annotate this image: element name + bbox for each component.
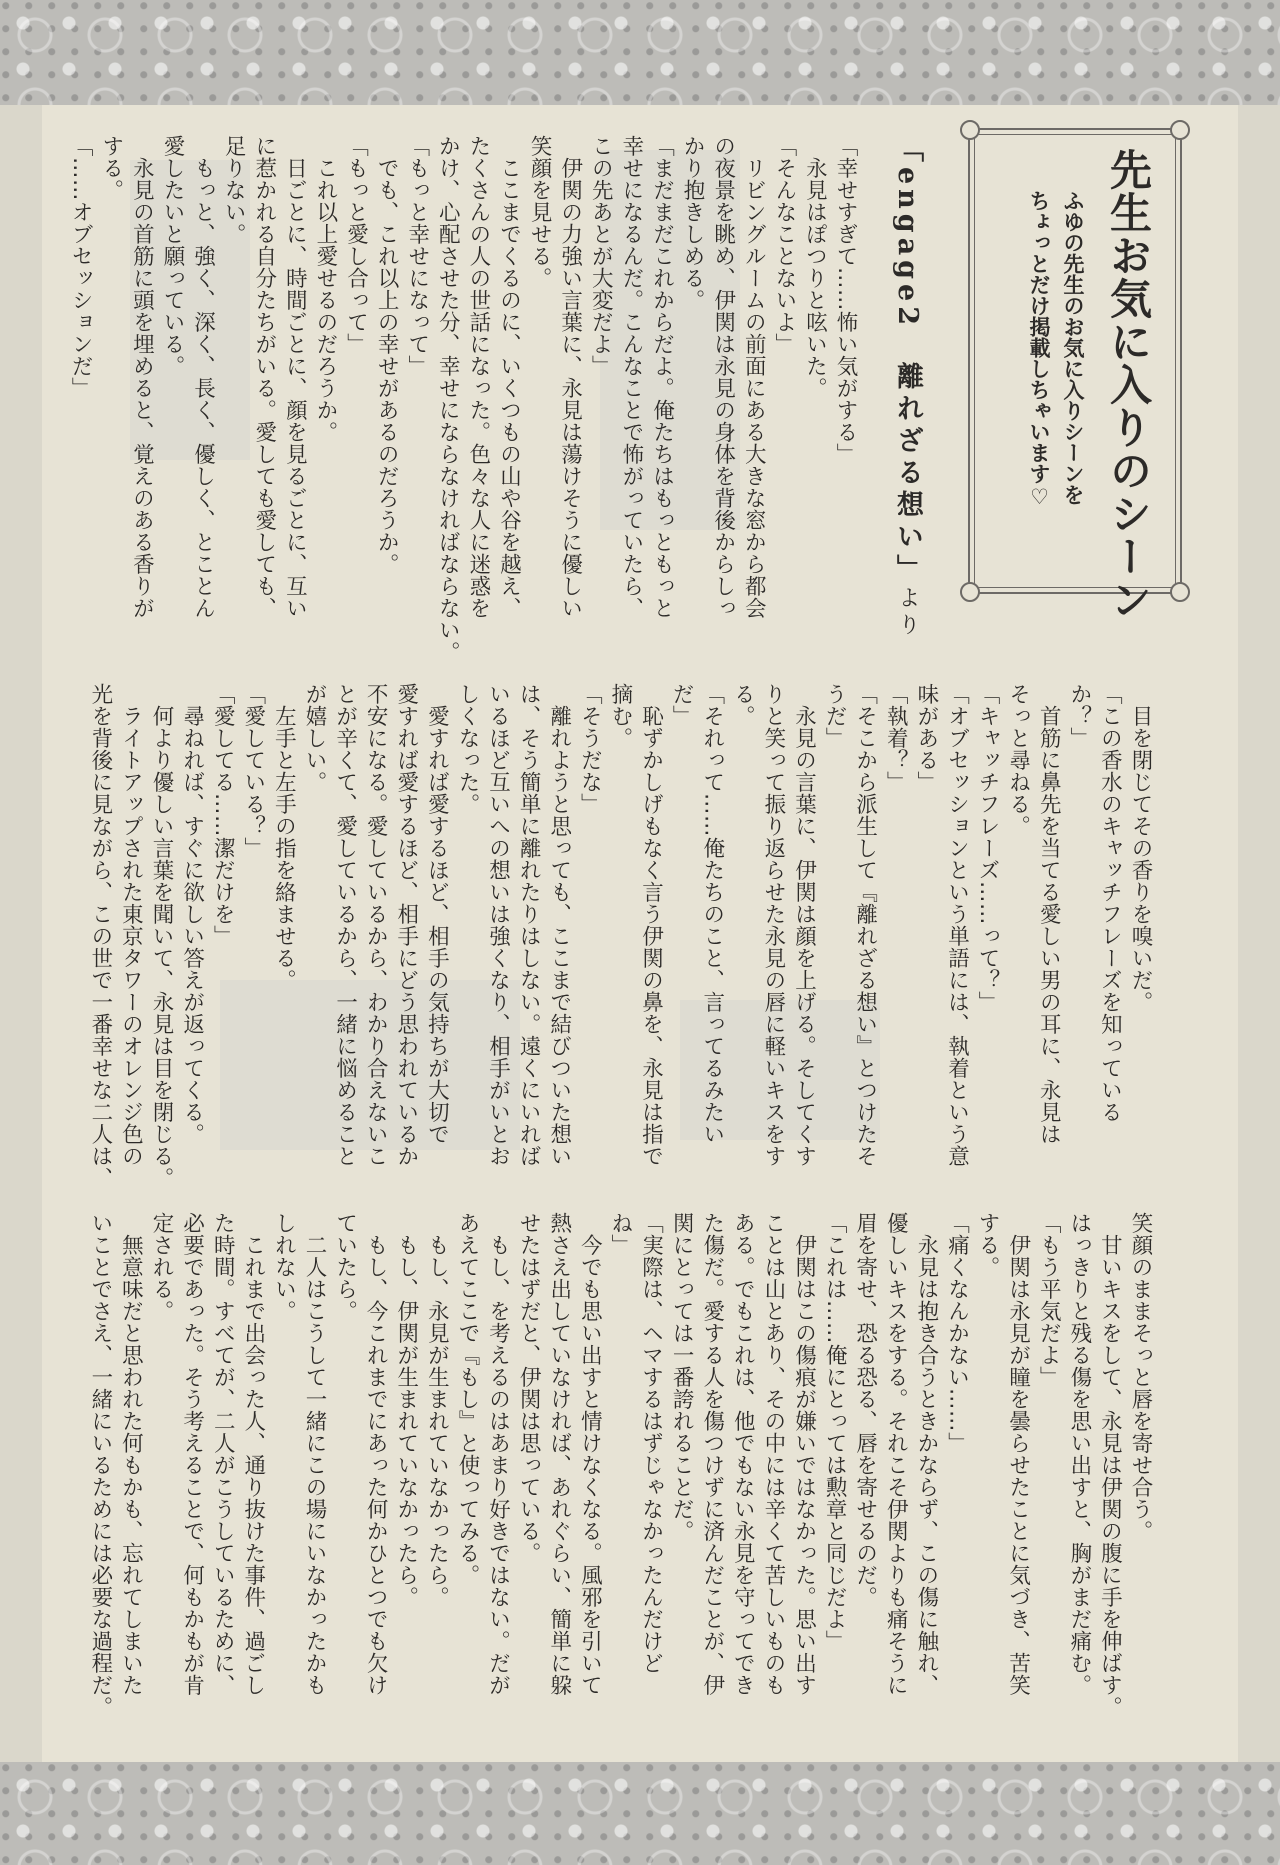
text-column: もし、永見が生まれていなかったら。 [424,1212,450,1608]
text-column: 離れようと思っても、ここまで結びついた想い [546,683,572,1167]
text-column: か？」 [1066,683,1092,749]
text-column: 伊関の力強い言葉に、永見は蕩けそうに優しい [557,135,583,619]
text-column: そっと尋ねる。 [1005,683,1031,837]
text-column: 愛すれば愛するほど、相手にどう思われているか [393,683,419,1167]
text-column: 永見は抱き合うときかならず、この傷に触れ、 [913,1212,939,1696]
text-column: 「これは……俺にとっては勲章と同じだよ」 [822,1212,848,1652]
subtitle-line-1: ふゆの先生のお気に入りシーンを [1061,190,1086,505]
text-column: 首筋に鼻先を当てる愛しい男の耳に、永見は [1036,683,1062,1145]
text-column: この先あとが大変だよ」 [588,135,614,377]
text-column: 「実際は、ヘマするはずじゃなかったんだけど [638,1212,664,1674]
text-column: ライトアップされた東京タワーのオレンジ色の [118,683,144,1167]
text-column: いことでさえ、一緒にいるためには必要な過程だ。 [87,1212,113,1718]
text-column: た時間。すべてが、二人がこうしているために、 [210,1212,236,1696]
text-column: 尋ねれば、すぐに欲しい答えが返ってくる。 [179,683,205,1145]
text-column: せたはずだと、伊関は思っている。 [516,1212,542,1564]
text-column: とが辛くて、愛しているから、一緒に悩めること [332,683,358,1167]
text-column: 優しいキスをする。それこそ伊関よりも痛そうに [883,1212,909,1696]
text-column: ここまでくるのに、いくつもの山や谷を越え、 [496,135,522,619]
text-column: リビングルームの前面にある大きな窓から都会 [741,135,767,619]
text-column: しくなった。 [454,683,480,815]
text-column: する。 [98,135,124,201]
text-column: 笑顔を見せる。 [527,135,553,289]
text-column: 永見はぽつりと呟いた。 [802,135,828,399]
page-title: 先生お気に入りのシーン [1104,148,1153,621]
text-column: 「執着？」 [883,683,909,793]
text-column: これまで出会った人、通り抜けた事件、過ごし [240,1212,266,1696]
text-column: 幸せになるんだ。こんなことで怖がっていたら、 [618,135,644,619]
text-column: だ」 [669,683,695,727]
text-column: 光を背後に見ながら、この世で一番幸せな二人は、 [87,683,113,1189]
text-column: は、そう簡単に離れたりはしない。遠くにいれば [516,683,542,1167]
excerpt-heading [888,135,927,640]
excerpt-source-title: 「engage2 離れざる想い」 [892,135,923,587]
text-column: 熱さえ出していなければ、あれぐらい、簡単に躱 [546,1212,572,1696]
text-column: かり抱きしめる。 [680,135,706,311]
text-column: でも、これ以上の幸せがあるのだろうか。 [374,135,400,575]
text-column: りと笑って振り返らせた永見の唇に軽いキスをす [760,683,786,1167]
text-column: 日ごとに、時間ごとに、顔を見るごとに、互い [282,135,308,619]
text-column: 何より優しい言葉を聞いて、永見は目を閉じる。 [149,683,174,1189]
text-column: 「そうだな」 [577,683,603,815]
text-column: 「そんなことないよ」 [771,135,797,355]
text-column: 不安になる。愛しているから、わかり合えないこ [363,683,389,1167]
text-column: 「痛くなんかない……」 [944,1212,970,1454]
text-column: 「愛してる……潔だけを」 [210,683,236,947]
text-column: これ以上愛せるのだろうか。 [312,135,338,443]
text-column: 「キャッチフレーズ……って？」 [975,683,1001,1013]
text-column: もし、伊関が生まれていなかったら。 [393,1212,419,1608]
text-column: 伊関はこの傷痕が嫌いではなかった。思い出す [791,1212,817,1696]
text-column: 二人はこうして一緒にこの場にいなかったかも [301,1212,327,1696]
text-column: 関にとっては一番誇れることだ。 [669,1212,695,1542]
text-column: が嬉しい。 [301,683,327,793]
text-column: 「オブセッションという単語には、執着という意 [944,683,970,1167]
text-column: 「……オブセッションだ」 [68,135,94,399]
text-column: 永見の首筋に頭を埋めると、覚えのある香りが [129,135,155,619]
text-column: 「そこから派生して『離れざる想い』とつけたそ [852,683,878,1167]
text-column: 味がある」 [913,683,939,793]
text-column: 笑顔のままそっと唇を寄せ合う。 [1128,1212,1153,1542]
text-column: 恥ずかしげもなく言う伊関の鼻を、永見は指で [638,683,664,1167]
text-column: ていたら。 [332,1212,358,1322]
text-column: 「まだまだこれからだよ。俺たちはもっともっと [649,135,675,619]
text-column: ことは山とあり、その中には辛くて苦しいものも [760,1212,786,1696]
text-column: ある。でもこれは、他でもない永見を守ってでき [730,1212,756,1696]
text-column: 「愛している？」 [240,683,266,859]
excerpt-source-suffix: より [895,586,920,641]
text-column: に惹かれる自分たちがいる。愛しても愛しても、 [251,135,277,619]
text-column: もし、を考えるのはあまり好きではない。だが [485,1212,511,1696]
text-column: ね」 [607,1212,633,1256]
text-column: 甘いキスをして、永見は伊関の腹に手を伸ばす。 [1097,1212,1123,1718]
text-column: たくさんの人の世話になった。色々な人に迷惑を [465,135,491,619]
text-column: 愛すれば愛するほど、相手の気持ちが大切で [424,683,450,1145]
text-column: 左手と左手の指を絡ませる。 [271,683,297,991]
text-column: 目を閉じてその香りを嗅いだ。 [1128,683,1153,1013]
text-column: いるほど互いへの想いは強くなり、相手がいとお [485,683,511,1167]
text-column: 「もう平気だよ」 [1036,1212,1062,1388]
text-column: 「幸せすぎて……怖い気がする」 [833,135,858,465]
lace-border-left [0,105,42,1762]
text-column: しれない。 [271,1212,297,1322]
lace-border-bottom [0,1762,1280,1865]
text-column: 無意味だと思われた何もかも、忘れてしまいた [118,1212,144,1696]
frame-ornament-icon [960,120,980,140]
text-column: 必要であった。そう考えることで、何もかもが肯 [179,1212,205,1696]
lace-border-right [1238,105,1280,1762]
text-column: 今でも思い出すと情けなくなる。風邪を引いて [577,1212,603,1696]
text-column: あえてここで『もし』と使ってみる。 [454,1212,480,1586]
lace-border-top [0,0,1280,105]
text-column: もっと、強く、深く、長く、優しく、とことん [190,135,216,619]
text-column: の夜景を眺め、伊関は永見の身体を背後からしっ [710,135,736,619]
text-column: 「それって……俺たちのこと、言ってるみたい [699,683,725,1145]
text-column: 「もっと愛し合って」 [343,135,369,355]
text-column: る。 [730,683,756,727]
text-column: はっきりと残る傷を思い出すと、胸がまだ痛む。 [1066,1212,1092,1696]
text-column: 「この香水のキャッチフレーズを知っている [1097,683,1123,1123]
frame-ornament-icon [1170,582,1190,602]
text-column: 伊関は永見が瞳を曇らせたことに気づき、苦笑 [1005,1212,1031,1696]
frame-ornament-icon [1170,120,1190,140]
text-block-top [65,135,860,663]
text-block-bottom [84,1212,1155,1718]
text-column: 足りない。 [221,135,247,245]
text-column: 摘む。 [607,683,633,749]
text-column: 永見の言葉に、伊関は顔を上げる。そしてくす [791,683,817,1167]
text-column: た傷だ。愛する人を傷つけずに済んだことが、伊 [699,1212,725,1696]
text-column: 定される。 [149,1212,174,1322]
text-column: する。 [975,1212,1001,1278]
text-block-middle [84,683,1155,1189]
text-column: もし、今これまでにあった何かひとつでも欠け [363,1212,389,1696]
text-column: うだ」 [822,683,848,749]
text-column: かけ、心配させた分、幸せにならなければならない。 [435,135,461,663]
text-column: 眉を寄せ、恐る恐る、唇を寄せるのだ。 [852,1212,878,1608]
subtitle-line-2: ちょっとだけ掲載しちゃいます♡ [1027,190,1052,509]
frame-ornament-icon [960,582,980,602]
text-column: 「もっと幸せになって」 [404,135,430,377]
text-column: 愛したいと願っている。 [159,135,185,377]
